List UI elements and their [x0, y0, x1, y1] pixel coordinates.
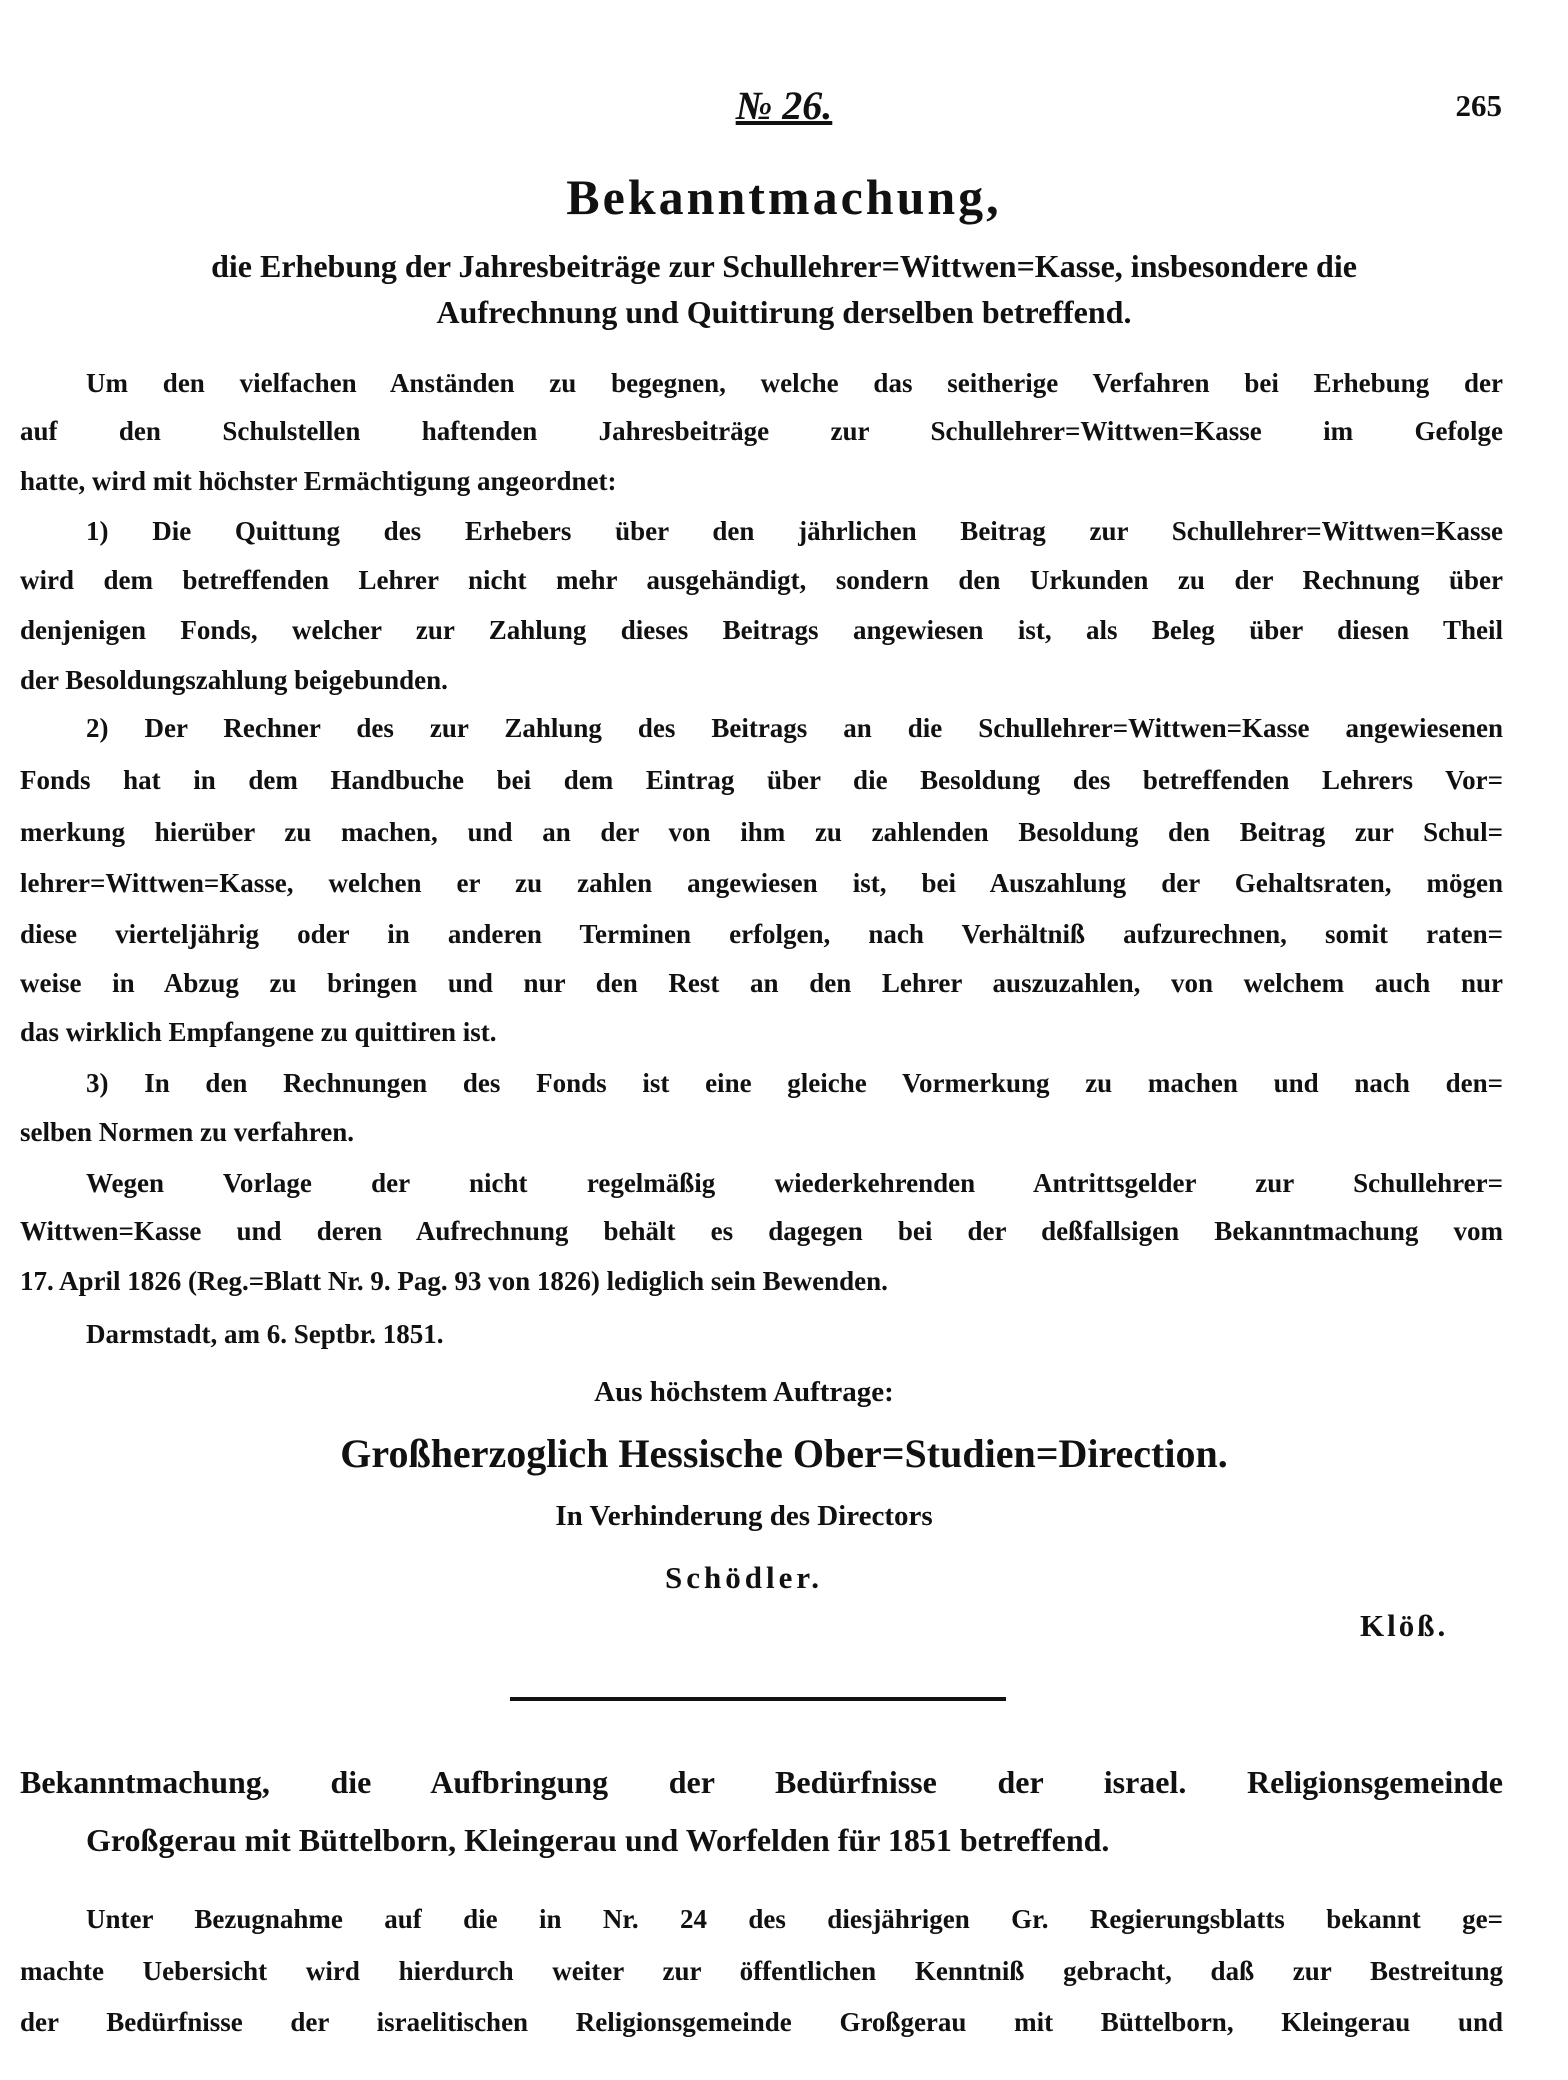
authority-name: Großherzoglich Hessische Ober=Studien=Direction.	[340, 1431, 1228, 1476]
notice-subtitle: die Erhebung der Jahresbeiträge zur Schullehrer=Wittwen=Kasse, insbesondere die	[211, 248, 1357, 284]
item-1-line: der Besoldungszahlung beigebunden.	[20, 665, 448, 695]
closing-line: Wegen Vorlage der nicht regelmäßig wiederkehrenden Antrittsgelder zur Schullehrer=	[86, 1168, 1503, 1198]
item-3-line: 3) In den Rechnungen des Fonds ist eine gleiche Vormerkung zu machen und nach den=	[86, 1068, 1503, 1098]
paragraph-line: Um den vielfachen Anständen zu begegnen, welche das seitherige Verfahren bei Erhebung der	[86, 368, 1503, 398]
item-2-line: Fonds hat in dem Handbuche bei dem Eintrag über die Besoldung des betreffenden Lehrers Vor=	[20, 765, 1503, 795]
item-2-line: das wirklich Empfangene zu quittiren ist.	[20, 1017, 497, 1047]
item-3-line: selben Normen zu verfahren.	[20, 1117, 354, 1147]
item-1-line: 1) Die Quittung des Erhebers über den jährlichen Beitrag zur Schullehrer=Wittwen=Kasse	[86, 516, 1503, 546]
item-2-line: merkung hierüber zu machen, und an der von ihm zu zahlenden Besoldung den Beitrag zur Schul=	[20, 817, 1503, 847]
item-1-line: wird dem betreffenden Lehrer nicht mehr ausgehändigt, sondern den Urkunden zu der Rechnung über	[20, 565, 1503, 595]
paragraph-line: auf den Schulstellen haftenden Jahresbeiträge zur Schullehrer=Wittwen=Kasse im Gefolge	[20, 416, 1503, 446]
closing-line: 17. April 1826 (Reg.=Blatt Nr. 9. Pag. 93 von 1826) lediglich sein Bewenden.	[20, 1266, 888, 1296]
issue-number	[0, 82, 1568, 129]
notice-2-title-line: Bekanntmachung, die Aufbringung der Bedürfnisse der israel. Religionsgemeinde	[20, 1764, 1503, 1800]
item-2-line: weise in Abzug zu bringen und nur den Rest an den Lehrer auszuzahlen, von welchem auch nur	[20, 968, 1503, 998]
notice-2-title-line: Großgerau mit Büttelborn, Kleingerau und Worfelden für 1851 betreffend.	[86, 1822, 1110, 1858]
notice-2-body-line: Unter Bezugnahme auf die in Nr. 24 des diesjährigen Gr. Regierungsblatts bekannt ge=	[86, 1904, 1503, 1934]
item-2-line: diese vierteljährig oder in anderen Terminen erfolgen, nach Verhältniß aufzurechnen, somit raten=	[20, 919, 1503, 949]
issue-number-text: № 26.	[735, 83, 833, 128]
deputy-line: In Verhinderung des Directors	[555, 1500, 933, 1532]
signature: Schödler.	[664, 1560, 824, 1595]
notice-subtitle: Aufrechnung und Quittirung derselben betreffend.	[436, 294, 1132, 330]
section-divider	[510, 1697, 1006, 1701]
closing-line: Wittwen=Kasse und deren Aufrechnung behält es dagegen bei der deßfallsigen Bekanntmachung vom	[20, 1216, 1503, 1246]
notice-2-body-line: der Bedürfnisse der israelitischen Religionsgemeinde Großgerau mit Büttelborn, Kleingerau und	[20, 2007, 1503, 2037]
countersignature: Klöß.	[1360, 1608, 1449, 1643]
place-date: Darmstadt, am 6. Septbr. 1851.	[86, 1319, 444, 1349]
paragraph-line: hatte, wird mit höchster Ermächtigung angeordnet:	[20, 466, 617, 496]
notice-2-body-line: machte Uebersicht wird hierdurch weiter zur öffentlichen Kenntniß gebracht, daß zur Bestreitung	[20, 1956, 1503, 1986]
page-number: 265	[1455, 88, 1502, 123]
item-2-line: 2) Der Rechner des zur Zahlung des Beitrags an die Schullehrer=Wittwen=Kasse angewiesenen	[86, 713, 1503, 743]
authority-line: Aus höchstem Auftrage:	[594, 1376, 894, 1408]
item-1-line: denjenigen Fonds, welcher zur Zahlung dieses Beitrags angewiesen ist, als Beleg über diesen Theil	[20, 615, 1503, 645]
notice-title: Bekanntmachung,	[566, 169, 1002, 225]
item-2-line: lehrer=Wittwen=Kasse, welchen er zu zahlen angewiesen ist, bei Auszahlung der Gehaltsraten, mögen	[20, 868, 1503, 898]
